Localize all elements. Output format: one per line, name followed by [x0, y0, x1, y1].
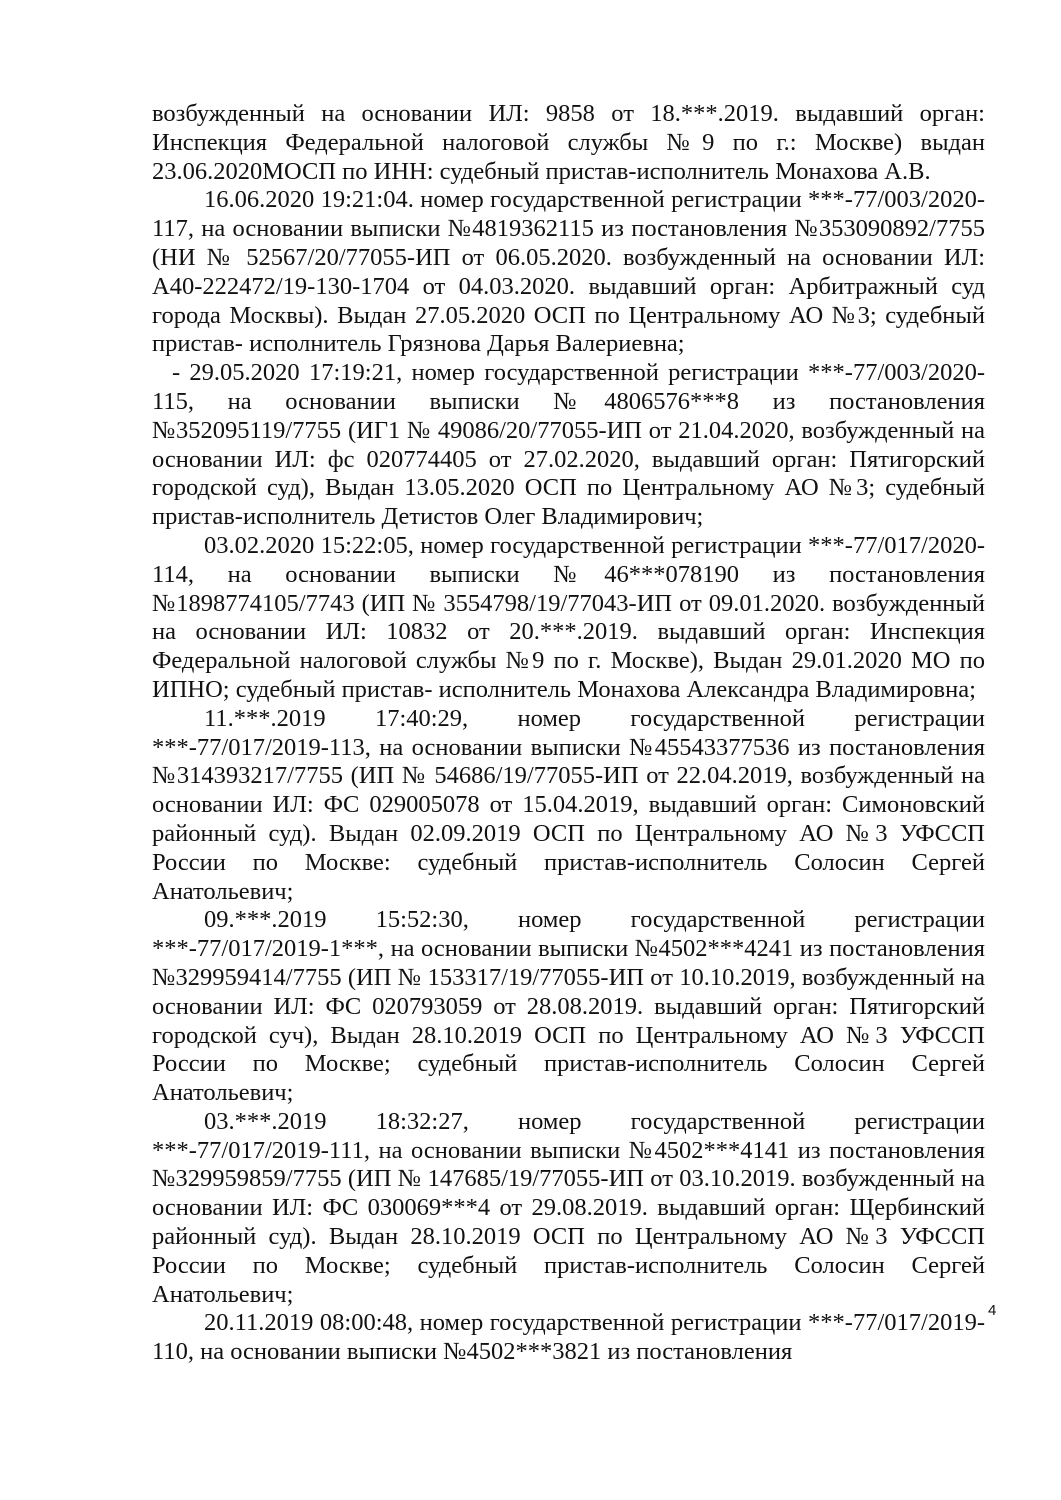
paragraph-continuation: возбужденный на основании ИЛ: 9858 от 18.***.2019. выдавший орган: Инспекция Федеральной налоговой службы №9 по г.: Москве) выдан 23.06.2020МОСП по ИНН: судебный пристав-исполнитель Монахова А.В.	[152, 100, 985, 185]
paragraph-entry-110: 20.11.2019 08:00:48, номер государственной регистрации ***-77/017/2019-110, на основании выписки №4502***3821 из постановления	[152, 1309, 985, 1366]
document-body	[152, 100, 985, 1367]
paragraph-entry-113: 11.***.2019 17:40:29, номер государственной регистрации ***-77/017/2019-113, на основании выписки №45543377536 из постановления №314393217/7755 (ИП № 54686/19/77055-ИП от 22.04.2019, возбужденный на основании ИЛ: ФС 029005078 от 15.04.2019, выдавший орган: Симоновский районный суд). Выдан 02.09.2019 ОСП по Центральному АО №3 УФССП России по Москве: судебный пристав-исполнитель Солосин Сергей Анатольевич;	[152, 704, 985, 905]
paragraph-entry-111: 03.***.2019 18:32:27, номер государственной регистрации ***-77/017/2019-111, на основании выписки №4502***4141 из постановления №329959859/7755 (ИП № 147685/19/77055-ИП от 03.10.2019. возбужденный на основании ИЛ: ФС 030069***4 от 29.08.2019. выдавший орган: Щербинский районный суд). Выдан 28.10.2019 ОСП по Центральному АО №3 УФССП России по Москве; судебный пристав-исполнитель Солосин Сергей Анатольевич;	[152, 1107, 985, 1308]
page-number: 4	[988, 1302, 997, 1319]
paragraph-entry-114: 03.02.2020 15:22:05, номер государственной регистрации ***-77/017/2020-114, на основании выписки №46***078190 из постановления №1898774105/7743 (ИП № 3554798/19/77043-ИП от 09.01.2020. возбужденный на основании ИЛ: 10832 от 20.***.2019. выдавший орган: Инспекция Федеральной налоговой службы №9 по г. Москве), Выдан 29.01.2020 МО по ИПНО; судебный пристав- исполнитель Монахова Александра Владимировна;	[152, 531, 985, 703]
paragraph-entry-115: - 29.05.2020 17:19:21, номер государственной регистрации ***-77/003/2020-115, на основании выписки №4806576***8 из постановления №352095119/7755 (ИГ1 № 49086/20/77055-ИП от 21.04.2020, возбужденный на основании ИЛ: фс 020774405 от 27.02.2020, выдавший орган: Пятигорский городской суд), Выдан 13.05.2020 ОСП по Центральному АО №3; судебный пристав-исполнитель Детистов Олег Владимирович;	[152, 359, 985, 531]
paragraph-entry-117: 16.06.2020 19:21:04. номер государственной регистрации ***-77/003/2020-117, на основании выписки №4819362115 из постановления №353090892/7755 (НИ № 52567/20/77055-ИП от 06.05.2020. возбужденный на основании ИЛ: А40-222472/19-130-1704 от 04.03.2020. выдавший орган: Арбитражный суд города Москвы). Выдан 27.05.2020 ОСП по Центральному АО №3; судебный пристав- исполнитель Грязнова Дарья Валериевна;	[152, 186, 985, 358]
paragraph-entry-112: 09.***.2019 15:52:30, номер государственной регистрации ***-77/017/2019-1***, на основании выписки №4502***4241 из постановления №329959414/7755 (ИП № 153317/19/77055-ИП от 10.10.2019, возбужденный на основании ИЛ: ФС 020793059 от 28.08.2019. выдавший орган: Пятигорский городской суч), Выдан 28.10.2019 ОСП по Центральному АО №3 УФССП России по Москве; судебный пристав-исполнитель Солосин Сергей Анатольевич;	[152, 906, 985, 1107]
